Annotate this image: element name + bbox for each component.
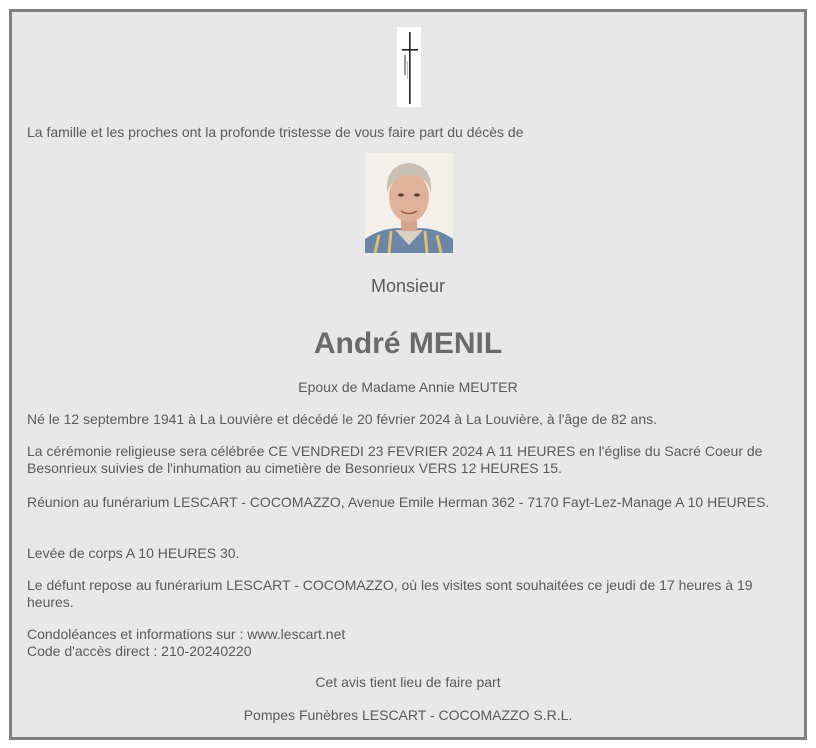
portrait-photo [365, 153, 453, 253]
intro-text: La famille et les proches ont la profonde tristesse de vous faire part du décès de [27, 124, 524, 140]
funeral-home-name: Pompes Funèbres LESCART - COCOMAZZO S.R.L. [243, 707, 573, 723]
cross-icon [397, 27, 421, 107]
honorific: Monsieur [370, 276, 446, 296]
access-code-text: Code d'accès direct : 210-20240220 [27, 643, 252, 659]
spouse-line: Epoux de Madame Annie MEUTER [298, 379, 518, 395]
obituary-frame [9, 9, 807, 740]
condolences-block [27, 626, 792, 660]
birth-death-text: Né le 12 septembre 1941 à La Louvière et décédé le 20 février 2024 à La Louvière, à l'âge de 82 ans. [27, 411, 657, 427]
closing-text: Cet avis tient lieu de faire part [315, 674, 501, 690]
condolences-text: Condoléances et informations sur : www.lescart.net [27, 626, 346, 642]
meeting-text: Réunion au funérarium LESCART - COCOMAZZO, Avenue Emile Herman 362 - 7170 Fayt-Lez-Manage A 10 HEURES. [27, 494, 770, 510]
deceased-name: André MENIL [313, 327, 503, 360]
visits-text: Le défunt repose au funérarium LESCART - COCOMAZZO, où les visites sont souhaitées ce jeudi de 17 heures à 19 heures. [27, 577, 753, 610]
ceremony-text: La cérémonie religieuse sera célébrée CE VENDREDI 23 FEVRIER 2024 A 11 HEURES en l'église du Sacré Coeur de Besonrieux suivies de l'inhumation au cimetière de Besonrieux VERS 12 HEURES 15. [27, 443, 763, 476]
body-removal-text: Levée de corps A 10 HEURES 30. [27, 545, 240, 561]
